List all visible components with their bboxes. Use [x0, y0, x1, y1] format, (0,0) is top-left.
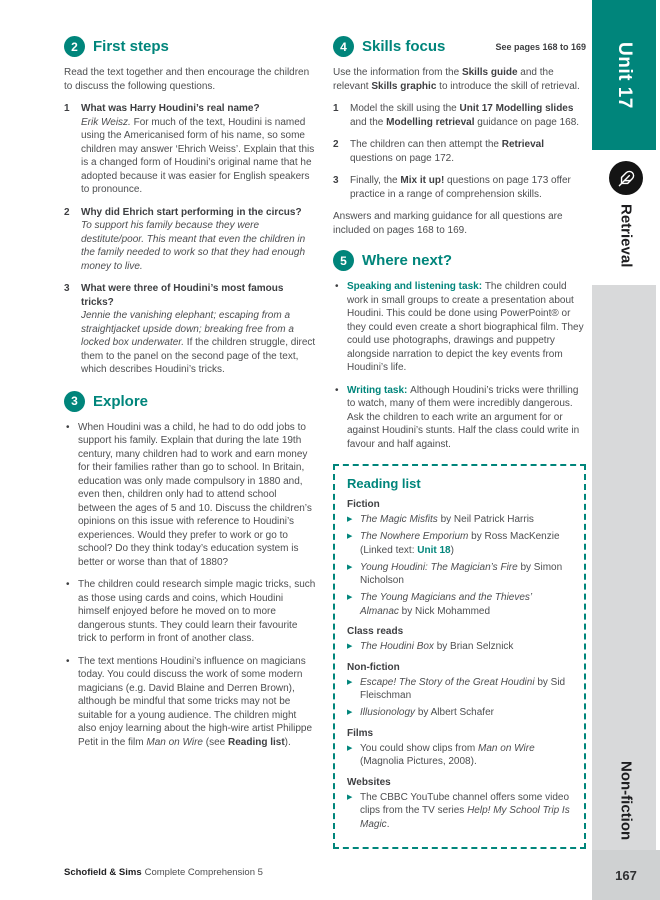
- question-item-3: [64, 282, 317, 377]
- bullet-text: • The children could research simple magic tricks, such as those using cards and coins, which Houdini himself enjoyed before he moved on to more dangerous stunts. They could learn their favourite trick to perform in front of another class.: [78, 579, 316, 644]
- skills-focus-heading: [333, 36, 586, 57]
- section-number-badge: 4: [333, 36, 354, 57]
- step-body: [350, 138, 586, 165]
- unit-tab: [592, 0, 656, 150]
- question-answer: Erik Weisz. For much of the text, Houdini is named using the Americanised form of his name, so some children may answer ‘Ehrich Weiss’. Explain that this is a changed form of Houdini’s original name that he adopted because it was easier for English speakers to pronounce.: [81, 116, 315, 195]
- explore-bullet-2: [64, 578, 317, 646]
- question-number: 3: [64, 283, 70, 294]
- step-number: 2: [333, 139, 339, 150]
- question-body: [81, 102, 317, 197]
- question-body: [81, 282, 317, 377]
- question-body: [81, 206, 317, 274]
- section-title-where-next: Where next?: [362, 252, 453, 269]
- left-column: [64, 36, 317, 849]
- reading-list-item: [347, 706, 572, 720]
- step-body: [350, 102, 586, 129]
- question-item-1: [64, 102, 317, 197]
- skills-step-3: [333, 174, 586, 201]
- reading-list-item: [347, 640, 572, 654]
- explore-heading: [64, 391, 317, 412]
- reading-list-item: [347, 561, 572, 588]
- skills-step-2: [333, 138, 586, 165]
- book-entry: ▶ Young Houdini: The Magician’s Fire by Simon Nicholson: [360, 561, 563, 586]
- step-body: [350, 174, 586, 201]
- explore-bullet-1: [64, 421, 317, 570]
- book-entry: ▶ Illusionology by Albert Schafer: [360, 707, 494, 718]
- series-title: Complete Comprehension 5: [144, 867, 263, 878]
- see-pages-note: See pages 168 to 169: [495, 41, 586, 52]
- reading-list-item: [347, 742, 572, 769]
- reading-list-item: [347, 591, 572, 618]
- step-text: The children can then attempt the Retrieval questions on page 172.: [350, 139, 545, 164]
- question-number: 1: [64, 103, 70, 114]
- section-number-badge: 5: [333, 250, 354, 271]
- question-text: What was Harry Houdini’s real name?: [81, 103, 260, 114]
- question-item-2: [64, 206, 317, 274]
- reading-list-item: [347, 530, 572, 557]
- unit-label: Unit 17: [614, 41, 635, 109]
- sidebar: [592, 0, 660, 900]
- question-text: What were three of Houdini’s most famous tricks?: [81, 283, 284, 308]
- reading-list-title: Reading list: [347, 476, 421, 491]
- reading-list-category-films: Films: [347, 727, 374, 739]
- where-next-bullet-1: [333, 280, 586, 375]
- section-title-first-steps: First steps: [93, 38, 169, 55]
- bullet-text: • The text mentions Houdini’s influence on magicians today. You could discuss the work of some modern magicians (e.g. David Blaine and Derren Brown), although be mindful that some tricks may not be suitable for a young audience. The children might also enjoy learning about the high-wire artist Philippe Petit in the film Man on Wire (see Reading list).: [78, 655, 313, 748]
- reading-list-item: [347, 513, 572, 527]
- section-title-skills-focus: Skills focus: [362, 38, 446, 55]
- book-entry: ▶ The CBBC YouTube channel offers some video clips from the TV series Help! My School Trip Is Magic.: [360, 791, 570, 830]
- retrieval-skill-badge: [609, 161, 643, 195]
- book-entry: ▶ Escape! The Story of the Great Houdini by Sid Fleischman: [360, 676, 566, 701]
- genre-label: Non-fiction: [617, 760, 635, 840]
- skill-label: Retrieval: [617, 204, 635, 268]
- reading-list-category-class-reads: Class reads: [347, 626, 404, 637]
- reading-list-box: [333, 464, 586, 849]
- where-next-bullet-2: [333, 384, 586, 452]
- reading-list-category-fiction: Fiction: [347, 499, 380, 510]
- step-text: Finally, the Mix it up! questions on page 173 offer practice in a range of comprehension skills.: [350, 175, 571, 200]
- reading-list-item: [347, 676, 572, 703]
- book-entry: ▶ The Houdini Box by Brian Selznick: [360, 641, 514, 652]
- section-title-explore: Explore: [93, 392, 149, 410]
- skills-step-1: [333, 102, 586, 129]
- page-footer: [64, 867, 263, 878]
- book-entry: ▶ The Young Magicians and the Thieves’ Almanac by Nick Mohammed: [360, 592, 532, 617]
- page-number: 167: [615, 867, 637, 883]
- explore-bullet-3: [64, 655, 317, 750]
- step-text: Model the skill using the Unit 17 Modelling slides and the Modelling retrieval guidance on page 168.: [350, 103, 580, 128]
- page-number-block: [592, 850, 660, 900]
- question-answer: To support his family because they were destitute/poor. This meant that even the children in the family needed to work so that they had enough money to live.: [81, 220, 306, 272]
- publisher-name: Schofield & Sims: [64, 867, 142, 878]
- where-next-heading: [333, 250, 586, 271]
- book-entry: ▶ The Magic Misfits by Neil Patrick Harris: [360, 514, 534, 525]
- skills-focus-intro: Use the information from the Skills guide and the relevant Skills graphic to introduce the skill of retrieval.: [333, 67, 580, 92]
- book-entry: ▶ You could show clips from Man on Wire (Magnolia Pictures, 2008).: [360, 742, 535, 767]
- section-number-badge: 2: [64, 36, 85, 57]
- right-column: [333, 36, 586, 849]
- section-number-badge: 3: [64, 391, 85, 412]
- first-steps-intro: Read the text together and then encourage the children to discuss the following questions.: [64, 67, 310, 92]
- reading-list-category-websites: Websites: [347, 776, 391, 788]
- step-number: 3: [333, 175, 339, 186]
- question-number: 2: [64, 206, 70, 218]
- skills-focus-outro: Answers and marking guidance for all questions are included on pages 168 to 169.: [333, 211, 563, 236]
- step-number: 1: [333, 103, 339, 114]
- first-steps-heading: [64, 36, 317, 57]
- quill-icon: [618, 170, 635, 187]
- page-content: [64, 36, 586, 849]
- reading-list-item: [347, 791, 572, 832]
- bullet-text: • Writing task: Although Houdini’s tricks were thrilling to watch, many of them were incredibly dangerous. Ask the children to each write an argument for or against Houdini’s stunts. Half the class could write in favour and half against.: [347, 384, 580, 450]
- question-text: Why did Ehrich start performing in the circus?: [81, 206, 302, 218]
- question-answer: Jennie the vanishing elephant; escaping from a straightjacket upside down; breaking free from a locked box underwater. If the children struggle, direct them to the panel on the second page of the text, which describes Houdini’s tricks.: [81, 310, 316, 375]
- reading-list-category-non-fiction: Non-fiction: [347, 661, 400, 673]
- book-entry: ▶ The Nowhere Emporium by Ross MacKenzie (Linked text: Unit 18): [360, 531, 560, 556]
- bullet-text: • Speaking and listening task: The children could work in small groups to create a presentation about Houdini. This could be done using PowerPoint® or they could even create a short biographical film. They could use photographs, drawings and puppetry alongside narration to depict the key events from Houdini’s life.: [347, 281, 584, 373]
- bullet-text: • When Houdini was a child, he had to do odd jobs to support his family. Explain that during the late 19th century, many children had to work and earn money for their families rather than go to school. In Britain, education was only made compulsory in 1880 and, even then, children only had to attend school between the ages of 5 and 10. Discuss the children’s opinions on this issue with reference to Houdini’s experiences. Would they prefer to work or go to school? Do they think today’s education system is better or worse than that of 1880?: [78, 421, 312, 568]
- skills-focus-heading-left: [333, 36, 445, 57]
